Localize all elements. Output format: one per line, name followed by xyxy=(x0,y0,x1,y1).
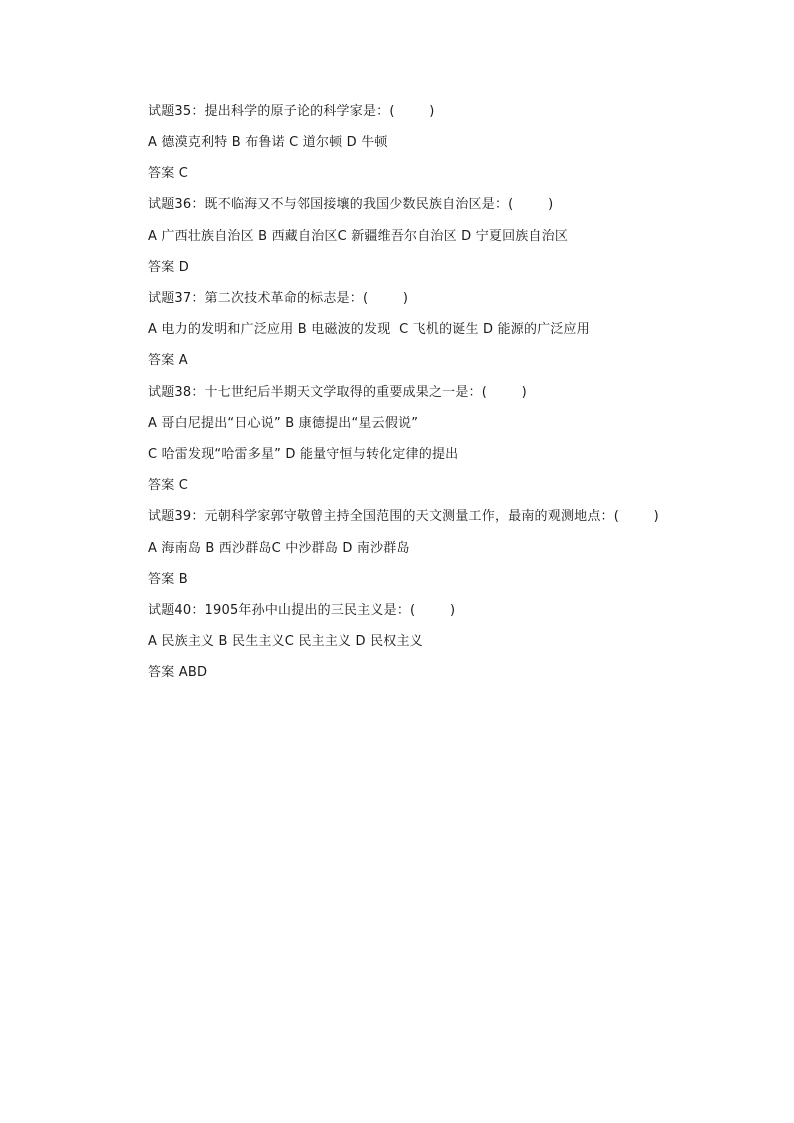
question-39-stem: 试题39：元朝科学家郭守敬曾主持全国范围的天文测量工作，最南的观测地点：( ) xyxy=(148,509,659,524)
question-35-options: A 德漠克利特 B 布鲁诺 C 道尔顿 D 牛顿 xyxy=(148,135,388,150)
question-37-stem: 试题37：第二次技术革命的标志是：( ) xyxy=(148,291,409,306)
question-35-stem: 试题35：提出科学的原子论的科学家是：( ) xyxy=(148,104,435,119)
question-38-options-2: C 哈雷发现“哈雷多星” D 能量守恒与转化定律的提出 xyxy=(148,447,459,462)
question-36-stem: 试题36：既不临海又不与邻国接壤的我国少数民族自治区是：( ) xyxy=(148,197,554,212)
question-38-options-1: A 哥白尼提出“日心说” B 康德提出“星云假说” xyxy=(148,416,419,431)
question-36-options: A 广西壮族自治区 B 西藏自治区C 新疆维吾尔自治区 D 宁夏回族自治区 xyxy=(148,229,569,244)
question-37-options: A 电力的发明和广泛应用 B 电磁波的发现 C 飞机的诞生 D 能源的广泛应用 xyxy=(148,322,590,337)
question-37-answer: 答案 A xyxy=(148,353,188,368)
question-38-answer: 答案 C xyxy=(148,478,189,493)
question-40-stem: 试题40：1905年孙中山提出的三民主义是：( ) xyxy=(148,603,456,618)
question-36-answer: 答案 D xyxy=(148,260,189,275)
question-40-options: A 民族主义 B 民生主义C 民主主义 D 民权主义 xyxy=(148,634,423,649)
question-39-answer: 答案 B xyxy=(148,572,188,587)
question-35-answer: 答案 C xyxy=(148,166,189,181)
question-39-options: A 海南岛 B 西沙群岛C 中沙群岛 D 南沙群岛 xyxy=(148,541,410,556)
question-40-answer: 答案 ABD xyxy=(148,665,208,680)
question-38-stem: 试题38：十七世纪后半期天文学取得的重要成果之一是：( ) xyxy=(148,385,527,400)
